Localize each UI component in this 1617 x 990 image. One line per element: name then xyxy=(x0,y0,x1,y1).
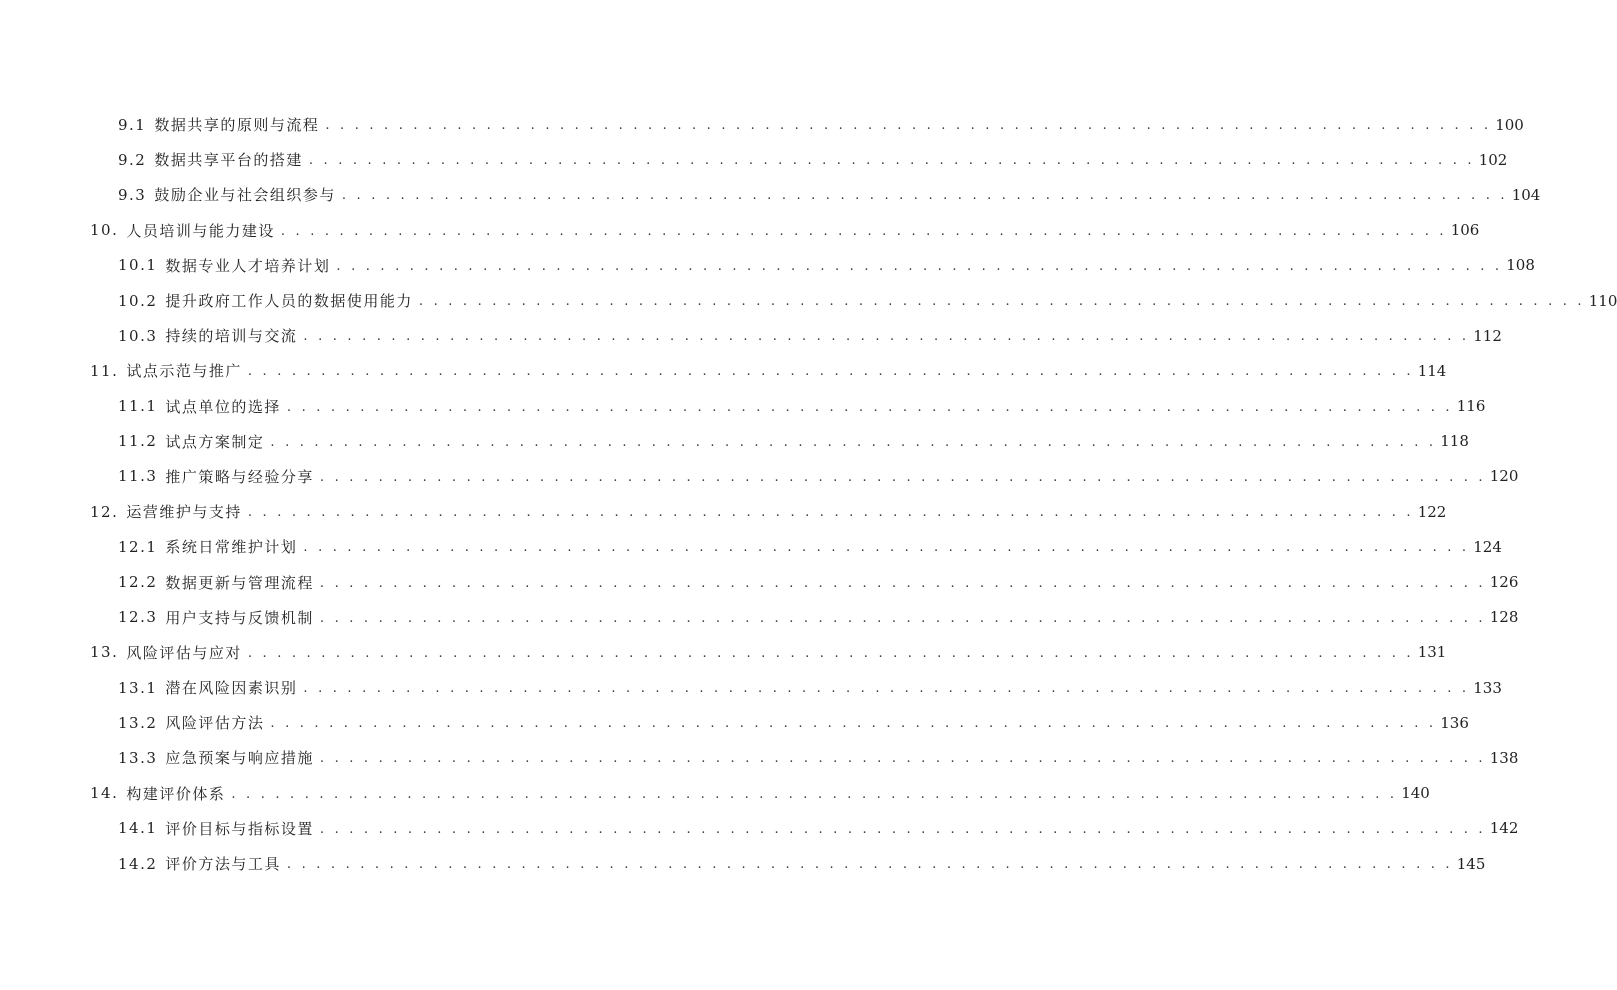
toc-entry-number: 10.2 xyxy=(118,291,158,310)
toc-dot-leader: . . . . . . . . . . . . . . . . . . . . . . . . . . . . . . . . . . . . . . . . . . . . . . . . . . . . . . . . . . . . . . . . . . . . . . . . . . . . . . . . xyxy=(341,188,1508,204)
toc-entry-number: 9.2 xyxy=(118,150,147,169)
toc-entry-page-number: 110 xyxy=(1588,291,1617,310)
toc-entry-page-number: 140 xyxy=(1401,784,1430,803)
toc-entry-title: 数据更新与管理流程 xyxy=(165,573,314,592)
table-of-contents xyxy=(0,107,1617,881)
toc-entry-number: 13. xyxy=(90,643,119,662)
toc-entry-page-number: 138 xyxy=(1489,748,1519,767)
toc-entry-title: 潜在风险因素识别 xyxy=(165,679,298,698)
toc-entry-number: 14.1 xyxy=(118,819,158,838)
toc-dot-leader: . . . . . . . . . . . . . . . . . . . . . . . . . . . . . . . . . . . . . . . . . . . . . . . . . . . . . . . . . . . . . . . . . . . . . . . . . . . . . . . . xyxy=(270,434,1437,450)
toc-entry-number: 12. xyxy=(90,502,119,521)
toc-entry-number: 13.3 xyxy=(118,748,158,767)
toc-entry-title: 数据共享的原则与流程 xyxy=(154,116,320,135)
toc-entry-title: 风险评估方法 xyxy=(165,714,265,733)
toc-section-entry[interactable] xyxy=(0,459,1519,494)
toc-dot-leader: . . . . . . . . . . . . . . . . . . . . . . . . . . . . . . . . . . . . . . . . . . . . . . . . . . . . . . . . . . . . . . . . . . . . . . . . . . . . . . . . xyxy=(319,821,1486,837)
toc-entry-number: 14. xyxy=(90,784,119,803)
toc-entry-title: 构建评价体系 xyxy=(126,784,226,803)
toc-entry-number: 12.2 xyxy=(118,573,158,592)
toc-entry-number: 11.3 xyxy=(118,467,158,486)
toc-entry-page-number: 133 xyxy=(1473,678,1502,697)
toc-entry-page-number: 118 xyxy=(1440,432,1469,451)
toc-entry-number: 11.2 xyxy=(118,432,158,451)
toc-section-entry[interactable] xyxy=(0,177,1541,212)
toc-dot-leader: . . . . . . . . . . . . . . . . . . . . . . . . . . . . . . . . . . . . . . . . . . . . . . . . . . . . . . . . . . . . . . . . . . . . . . . . . . . . . . . . xyxy=(336,258,1503,274)
toc-section-entry[interactable] xyxy=(0,248,1535,283)
toc-dot-leader: . . . . . . . . . . . . . . . . . . . . . . . . . . . . . . . . . . . . . . . . . . . . . . . . . . . . . . . . . . . . . . . . . . . . . . . . . . . . . . . . xyxy=(247,645,1414,661)
toc-dot-leader: . . . . . . . . . . . . . . . . . . . . . . . . . . . . . . . . . . . . . . . . . . . . . . . . . . . . . . . . . . . . . . . . . . . . . . . . . . . . . . . . xyxy=(247,505,1414,521)
toc-entry-number: 12.1 xyxy=(118,537,158,556)
toc-section-entry[interactable] xyxy=(0,424,1469,459)
toc-section-entry[interactable] xyxy=(0,846,1486,881)
toc-entry-page-number: 131 xyxy=(1417,643,1447,662)
toc-dot-leader: . . . . . . . . . . . . . . . . . . . . . . . . . . . . . . . . . . . . . . . . . . . . . . . . . . . . . . . . . . . . . . . . . . . . . . . . . . . . . . . . xyxy=(280,223,1447,239)
toc-section-entry[interactable] xyxy=(0,529,1502,564)
toc-entry-title: 数据共享平台的搭建 xyxy=(154,151,303,170)
toc-entry-page-number: 100 xyxy=(1495,115,1524,134)
toc-entry-title: 鼓励企业与社会组织参与 xyxy=(154,186,336,205)
toc-dot-leader: . . . . . . . . . . . . . . . . . . . . . . . . . . . . . . . . . . . . . . . . . . . . . . . . . . . . . . . . . . . . . . . . . . . . . . . . . . . . . . . . xyxy=(319,469,1486,485)
toc-entry-title: 试点单位的选择 xyxy=(165,397,281,416)
toc-dot-leader: . . . . . . . . . . . . . . . . . . . . . . . . . . . . . . . . . . . . . . . . . . . . . . . . . . . . . . . . . . . . . . . . . . . . . . . . . . . . . . . . xyxy=(303,540,1470,556)
toc-dot-leader: . . . . . . . . . . . . . . . . . . . . . . . . . . . . . . . . . . . . . . . . . . . . . . . . . . . . . . . . . . . . . . . . . . . . . . . . . . . . . . . . xyxy=(325,118,1492,134)
toc-entry-number: 10.1 xyxy=(118,256,158,275)
toc-entry-page-number: 122 xyxy=(1417,502,1447,521)
toc-entry-title: 风险评估与应对 xyxy=(126,643,242,662)
toc-dot-leader: . . . . . . . . . . . . . . . . . . . . . . . . . . . . . . . . . . . . . . . . . . . . . . . . . . . . . . . . . . . . . . . . . . . . . . . . . . . . . . . . xyxy=(247,364,1414,380)
toc-entry-page-number: 126 xyxy=(1489,573,1519,592)
toc-entry-title: 用户支持与反馈机制 xyxy=(165,608,314,627)
toc-section-entry[interactable] xyxy=(0,811,1519,846)
toc-dot-leader: . . . . . . . . . . . . . . . . . . . . . . . . . . . . . . . . . . . . . . . . . . . . . . . . . . . . . . . . . . . . . . . . . . . . . . . . . . . . . . . . xyxy=(418,294,1585,310)
toc-entry-title: 人员培训与能力建设 xyxy=(126,221,275,240)
toc-entry-number: 12.3 xyxy=(118,608,158,627)
toc-entry-title: 运营维护与支持 xyxy=(126,503,242,522)
toc-entry-page-number: 124 xyxy=(1473,537,1502,556)
toc-section-entry[interactable] xyxy=(0,740,1519,775)
toc-entry-number: 13.2 xyxy=(118,713,158,732)
toc-section-entry[interactable] xyxy=(0,142,1508,177)
toc-entry-number: 10.3 xyxy=(118,326,158,345)
toc-chapter-entry[interactable] xyxy=(0,213,1480,248)
toc-entry-title: 持续的培训与交流 xyxy=(165,327,298,346)
toc-entry-page-number: 104 xyxy=(1511,185,1541,204)
toc-entry-number: 11.1 xyxy=(118,397,158,416)
toc-chapter-entry[interactable] xyxy=(0,635,1447,670)
toc-dot-leader: . . . . . . . . . . . . . . . . . . . . . . . . . . . . . . . . . . . . . . . . . . . . . . . . . . . . . . . . . . . . . . . . . . . . . . . . . . . . . . . . xyxy=(308,153,1475,169)
toc-section-entry[interactable] xyxy=(0,283,1617,318)
toc-dot-leader: . . . . . . . . . . . . . . . . . . . . . . . . . . . . . . . . . . . . . . . . . . . . . . . . . . . . . . . . . . . . . . . . . . . . . . . . . . . . . . . . xyxy=(319,751,1486,767)
toc-entry-title: 试点示范与推广 xyxy=(126,362,242,381)
toc-entry-number: 9.1 xyxy=(118,115,147,134)
toc-dot-leader: . . . . . . . . . . . . . . . . . . . . . . . . . . . . . . . . . . . . . . . . . . . . . . . . . . . . . . . . . . . . . . . . . . . . . . . . . . . . . . . . xyxy=(286,857,1453,873)
toc-dot-leader: . . . . . . . . . . . . . . . . . . . . . . . . . . . . . . . . . . . . . . . . . . . . . . . . . . . . . . . . . . . . . . . . . . . . . . . . . . . . . . . . xyxy=(231,786,1398,802)
toc-entry-page-number: 112 xyxy=(1473,326,1502,345)
toc-entry-page-number: 108 xyxy=(1506,256,1535,275)
toc-dot-leader: . . . . . . . . . . . . . . . . . . . . . . . . . . . . . . . . . . . . . . . . . . . . . . . . . . . . . . . . . . . . . . . . . . . . . . . . . . . . . . . . xyxy=(286,399,1453,415)
toc-dot-leader: . . . . . . . . . . . . . . . . . . . . . . . . . . . . . . . . . . . . . . . . . . . . . . . . . . . . . . . . . . . . . . . . . . . . . . . . . . . . . . . . xyxy=(319,575,1486,591)
toc-entry-number: 9.3 xyxy=(118,185,147,204)
toc-entry-page-number: 116 xyxy=(1456,397,1486,416)
toc-section-entry[interactable] xyxy=(0,705,1469,740)
toc-chapter-entry[interactable] xyxy=(0,353,1447,388)
toc-entry-page-number: 145 xyxy=(1456,854,1486,873)
toc-entry-page-number: 106 xyxy=(1450,221,1480,240)
toc-entry-title: 评价方法与工具 xyxy=(165,855,281,874)
toc-dot-leader: . . . . . . . . . . . . . . . . . . . . . . . . . . . . . . . . . . . . . . . . . . . . . . . . . . . . . . . . . . . . . . . . . . . . . . . . . . . . . . . . xyxy=(319,610,1486,626)
toc-section-entry[interactable] xyxy=(0,389,1486,424)
toc-entry-number: 14.2 xyxy=(118,854,158,873)
toc-entry-page-number: 102 xyxy=(1478,150,1508,169)
toc-section-entry[interactable] xyxy=(0,318,1502,353)
toc-entry-page-number: 120 xyxy=(1489,467,1519,486)
toc-section-entry[interactable] xyxy=(0,107,1524,142)
toc-entry-number: 13.1 xyxy=(118,678,158,697)
toc-entry-page-number: 142 xyxy=(1489,819,1519,838)
toc-entry-page-number: 114 xyxy=(1417,361,1447,380)
toc-entry-title: 系统日常维护计划 xyxy=(165,538,298,557)
toc-entry-page-number: 136 xyxy=(1440,713,1469,732)
toc-dot-leader: . . . . . . . . . . . . . . . . . . . . . . . . . . . . . . . . . . . . . . . . . . . . . . . . . . . . . . . . . . . . . . . . . . . . . . . . . . . . . . . . xyxy=(303,329,1470,345)
toc-entry-page-number: 128 xyxy=(1489,608,1519,627)
toc-entry-title: 推广策略与经验分享 xyxy=(165,467,314,486)
toc-entry-title: 评价目标与指标设置 xyxy=(165,819,314,838)
toc-entry-title: 试点方案制定 xyxy=(165,432,265,451)
toc-dot-leader: . . . . . . . . . . . . . . . . . . . . . . . . . . . . . . . . . . . . . . . . . . . . . . . . . . . . . . . . . . . . . . . . . . . . . . . . . . . . . . . . xyxy=(270,716,1437,732)
toc-chapter-entry[interactable] xyxy=(0,494,1447,529)
toc-entry-number: 11. xyxy=(90,361,119,380)
toc-section-entry[interactable] xyxy=(0,564,1519,599)
toc-entry-number: 10. xyxy=(90,221,119,240)
toc-entry-title: 应急预案与响应措施 xyxy=(165,749,314,768)
toc-section-entry[interactable] xyxy=(0,600,1519,635)
toc-chapter-entry[interactable] xyxy=(0,776,1430,811)
toc-entry-title: 数据专业人才培养计划 xyxy=(165,256,331,275)
toc-dot-leader: . . . . . . . . . . . . . . . . . . . . . . . . . . . . . . . . . . . . . . . . . . . . . . . . . . . . . . . . . . . . . . . . . . . . . . . . . . . . . . . . xyxy=(303,681,1470,697)
toc-section-entry[interactable] xyxy=(0,670,1502,705)
toc-entry-title: 提升政府工作人员的数据使用能力 xyxy=(165,292,413,311)
